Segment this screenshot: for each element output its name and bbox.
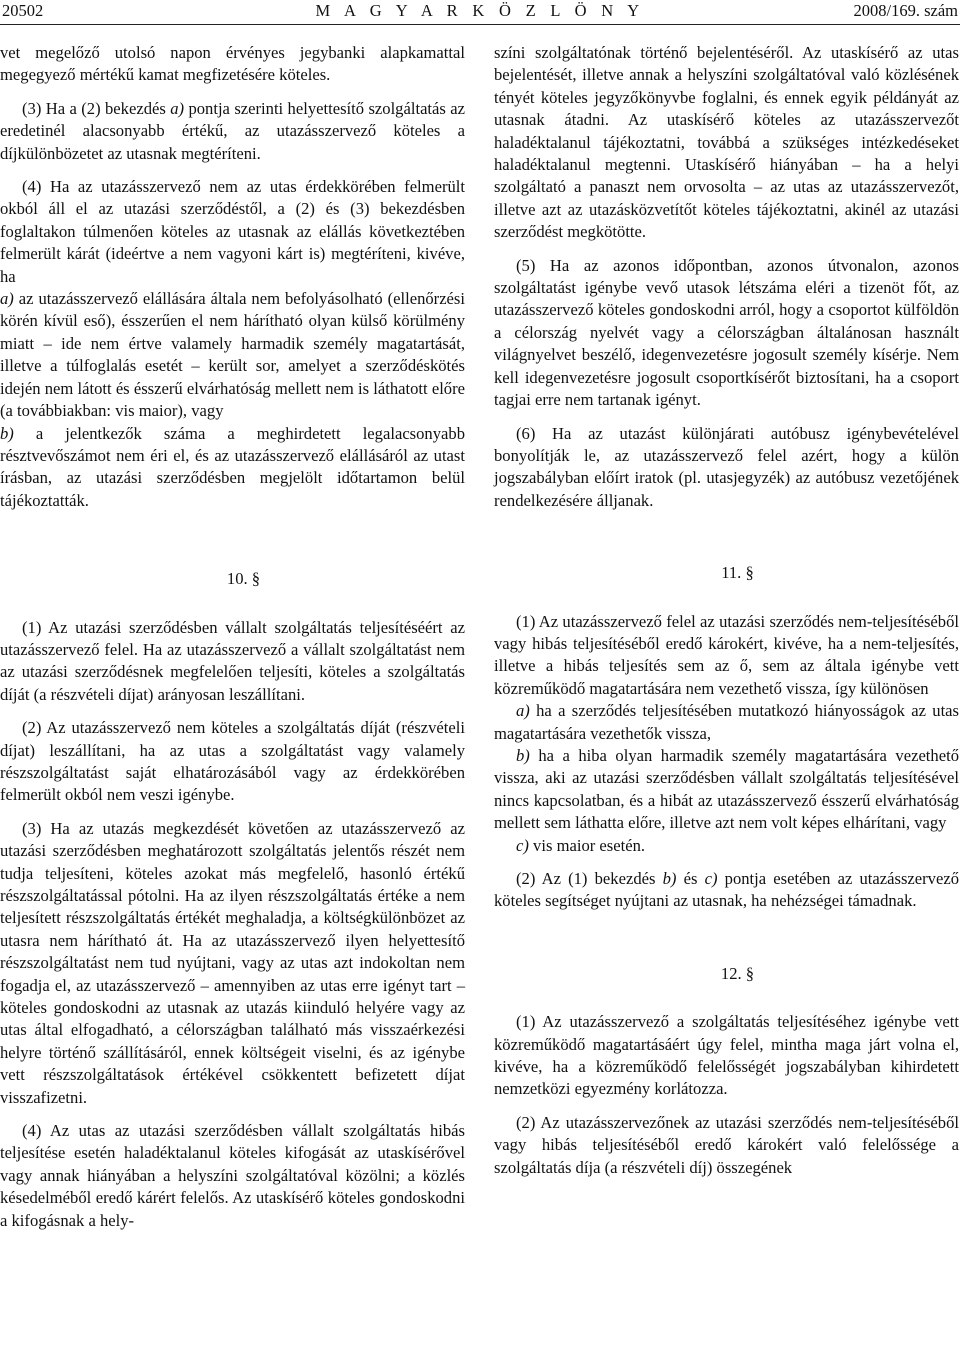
list-item: a) az utazásszervező elállására általa nem befolyásolható (ellenőrzési körén kívül eső), ésszerűen el nem hárítható olyan külső körülmény miatt – ide nem értve valamely harmadik személy magatartását, illetve a túlfoglalás esetét – került sor, amelyet a szerződéskötés idején nem látott és ésszerű elvárhatóság mellett nem is láthatott előre (a továbbiakban: vis maior), vagy — [0, 289, 465, 421]
paragraph: (4) Az utas az utazási szerződésben vállalt szolgáltatás hibás teljesítése esetén haladéktalanul köteles kifogását az utaskísérővel vagy annak hiányában a helyszíni szolgáltatóval közölni; a közlés késedelméből eredő kárért felelős. Az utaskísérő köteles gondoskodni a kifogásnak a hely- — [0, 1121, 465, 1230]
section-heading: 12. § — [720, 963, 755, 983]
paragraph: (3) Ha a (2) bekezdés a) pontja szerinti helyettesítő szolgáltatás az eredetinél alacsonyabb értékű, az utazásszervező köteles a díjkülönbözetet az utasnak megtéríteni. — [0, 98, 465, 163]
list-item: a) ha a szerződés teljesítésében mutatkozó hiányosságok az utas magatartására vezethetők vissza, — [494, 701, 959, 743]
paragraph: (4) Ha az utazásszervező nem az utas érdekkörében felmerült okból áll el az utazási szerződéstől, a (2) és (3) bekezdésben foglaltakon túlmenően köteles az utasnak az elállás következtében felmerült kárát (ideértve a nem vagyoni kárt is) megtéríteni, kivéve, ha — [0, 177, 465, 286]
paragraph: (1) Az utazásszervező a szolgáltatás teljesítéséhez igénybe vett közreműködő magatartásáért úgy felel, mintha maga járt volna el, kivéve, ha a közreműködő felelősségét jogszabályban kihirdetett nemzetközi egyezmény korlátozza. — [494, 1012, 959, 1099]
page-number: 20502 — [2, 1, 44, 20]
list-item: c) vis maior esetén. — [516, 835, 646, 855]
paragraph: (2) Az (1) bekezdés b) és c) pontja esetében az utazásszervező köteles segítséget nyújtani az utasnak, ha nehézségei támadnak. — [494, 869, 959, 911]
journal-title: M A G Y A R K Ö Z L Ö N Y — [315, 1, 645, 20]
paragraph: (3) Ha az utazás megkezdését követően az utazásszervező az utazási szerződésben meghatározott szolgáltatás jelentős részét nem tudja teljesíteni, köteles azokat más megfelelő, hasonló értékű részszolgáltatással pótolni. Ha az ilyen részszolgáltatás értéke a nem teljesített részszolgáltatás értékét meghaladja, a költségkülönbözet az utasra nem hárítható át. Ha az utazásszervező ilyen helyettesítő részszolgáltatást nem tud nyújtani, vagy az utas azt indokoltan nem fogadja el, az utazásszervező – amennyiben az utas erre igényt tart – köteles gondoskodni az utasnak az utazás kiinduló helyére vagy az utas által elfogadható, a célországban található más visszaérkezési helyre történő szállításáról, ennek költségeit viselni, és az igénybe vett részszolgáltatások értékével csökkentett befizetett díjat visszafizetni. — [0, 818, 465, 1107]
right-column — [494, 42, 959, 1179]
page-header — [0, 0, 960, 22]
issue-number: 2008/169. szám — [853, 1, 958, 20]
section-heading: 10. § — [226, 569, 261, 589]
header-rule — [0, 24, 960, 25]
list-item: b) ha a hiba olyan harmadik személy magatartására vezethető vissza, aki az utazási szerződésben vállalt szolgáltatás teljesítésével nincs kapcsolatban, és a hibát az utazásszervező ésszerű elvárhatóság mellett sem láthatta előre, illetve azt nem volt képes elhárítani, vagy — [494, 745, 959, 833]
left-column — [0, 42, 465, 1232]
section-heading: 11. § — [721, 563, 754, 583]
paragraph: színi szolgáltatónak történő bejelentéséről. Az utaskísérő az utas bejelentését, illetve annak a helyszíni szolgáltatóval való közlésének tényét köteles jegyzőkönyvbe foglalni, és ennek egyik példányát az utasnak átadni. Az utaskísérő köteles az utazásszervezőt haladéktalanul tájékoztatni, továbbá a szükséges intézkedéseket haladéktalanul megtenni. Utaskísérő hiányában – ha a helyi szolgáltató a panaszt nem orvosolta – az utas az utazásszervezőt, illetve azt az utazásközvetítőt köteles tájékoztatni, akinél az utazási szerződést megkötötte. — [494, 43, 959, 242]
paragraph: vet megelőző utolsó napon érvényes jegybanki alapkamattal megegyező mértékű kamat megfizetésére köteles. — [0, 43, 465, 85]
paragraph: (1) Az utazásszervező felel az utazási szerződés nem-teljesítéséből vagy hibás teljesítéséből eredő károkért, kivéve, ha a nem-teljesítés, illetve a hibás teljesítés sem az ő, sem az általa igénybe vett közreműködő magatartására nem vezethető vissza, így különösen — [494, 611, 959, 698]
paragraph: (6) Ha az utazást különjárati autóbusz igénybevételével bonyolítják le, az utazásszervező felel azért, hogy a külön jogszabályban előírt iratok (pl. utasjegyzék) az autóbusz vezetőjének rendelkezésére álljanak. — [494, 423, 959, 510]
paragraph: (2) Az utazásszervezőnek az utazási szerződés nem-teljesítéséből vagy hibás teljesítéséből eredő károkért való felelőssége a szolgáltatás díja (a részvételi díj) összegének — [494, 1112, 959, 1177]
list-item: b) a jelentkezők száma a meghirdetett legalacsonyabb résztvevőszámot nem éri el, és az utazásszervező elállásáról az utast írásban, az utazási szerződésben megjelölt időtartamon belül tájékoztatták. — [0, 423, 465, 510]
paragraph: (2) Az utazásszervező nem köteles a szolgáltatás díját (részvételi díjat) leszállítani, ha az utas a szolgáltatást vagy valamely részszolgáltatást saját elhatározásából vagy az érdekkörében felmerült okból nem veszi igénybe. — [0, 718, 465, 805]
paragraph: (1) Az utazási szerződésben vállalt szolgáltatás teljesítéséért az utazásszervező felel. Ha az utazásszervező a vállalt szolgáltatást nem az utazási szerződésnek megfelelően teljesíti, köteles a szolgáltatás díját (a részvételi díjat) arányosan leszállítani. — [0, 617, 465, 704]
paragraph: (5) Ha az azonos időpontban, azonos útvonalon, azonos szolgáltatást igénybe vevő utasok létszáma eléri a tizenöt főt, az utazásszervező köteles gondoskodni arról, hogy a csoportot külföldön a célország nyelvét vagy a célországban általánosan használt világnyelvet beszélő, idegenvezetésre jogosult személy kísérje. Nem kell idegenvezetésre jogosult csoportkísérőt biztosítani, ha a csoport tagjai erre nem tartanak igényt. — [494, 255, 959, 410]
